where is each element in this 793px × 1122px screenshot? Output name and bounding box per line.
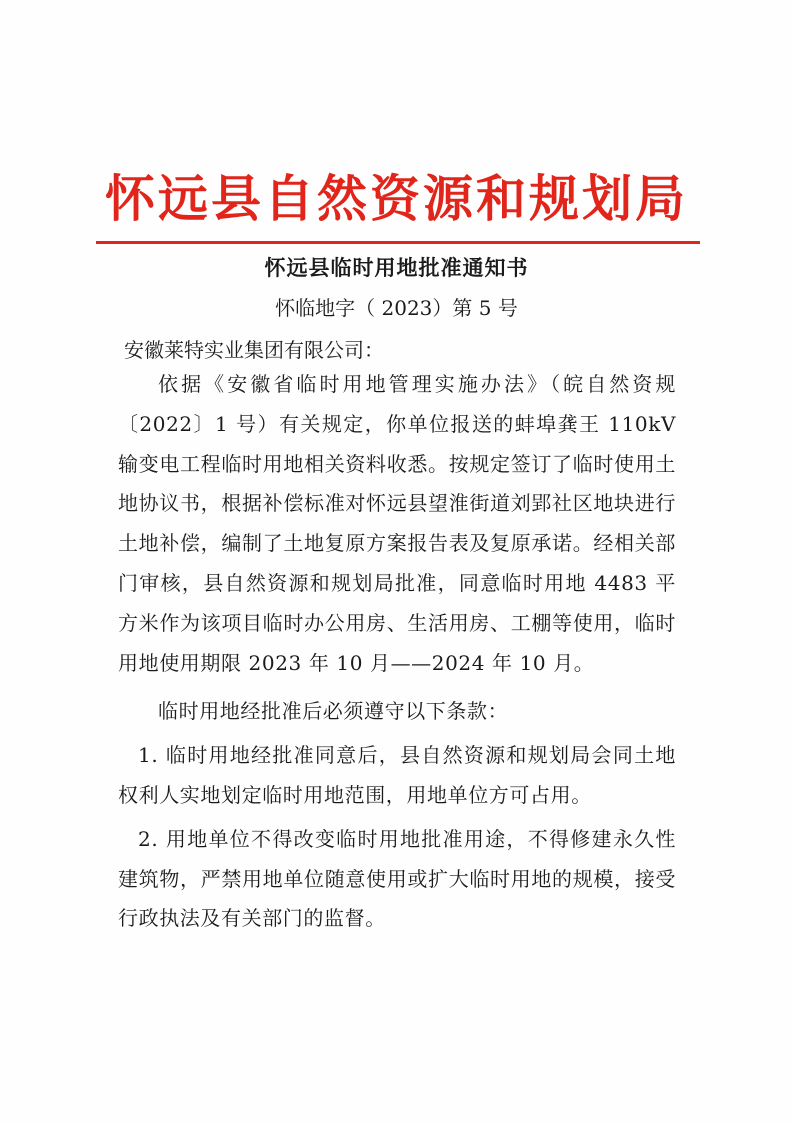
clause-1: 1. 临时用地经批准同意后，县自然资源和规划局会同土地权利人实地划定临时用地范围，用地单位方可占用。 xyxy=(118,743,676,807)
paragraph-basis: 依据《安徽省临时用地管理实施办法》（皖自然资规〔2022〕1 号）有关规定，你单位报送的蚌埠龚王 110kV 输变电工程临时用地相关资料收悉。按规定签订了临时使用土地协议书，根据补偿标准对怀远县望淮街道刘郢社区地块进行土地补偿，编制了土地复原方案报告表及复原承诺。经相关部门审核，县自然资源和规划局批准，同意临时用地 4483 平方米作为该项目临时办公用房、生活用房、工棚等使用，临时用地使用期限 2023 年 10 月——2024 年 10 月。 xyxy=(118,372,676,675)
document-title: 怀远县临时用地批准通知书 xyxy=(264,255,529,280)
header-divider xyxy=(96,241,700,244)
document-body xyxy=(118,365,676,939)
addressee: 安徽莱特实业集团有限公司： xyxy=(124,338,384,362)
clause-2: 2. 用地单位不得改变临时用地批准用途，不得修建永久性建筑物，严禁用地单位随意使用或扩大临时用地的规模，接受行政执法及有关部门的监督。 xyxy=(118,826,676,931)
document-number: 怀临地字（ 2023）第 5 号 xyxy=(275,296,518,320)
organization-header: 怀远县自然资源和规划局 xyxy=(105,169,688,228)
clauses-intro: 临时用地经批准后必须遵守以下条款： xyxy=(158,699,509,724)
